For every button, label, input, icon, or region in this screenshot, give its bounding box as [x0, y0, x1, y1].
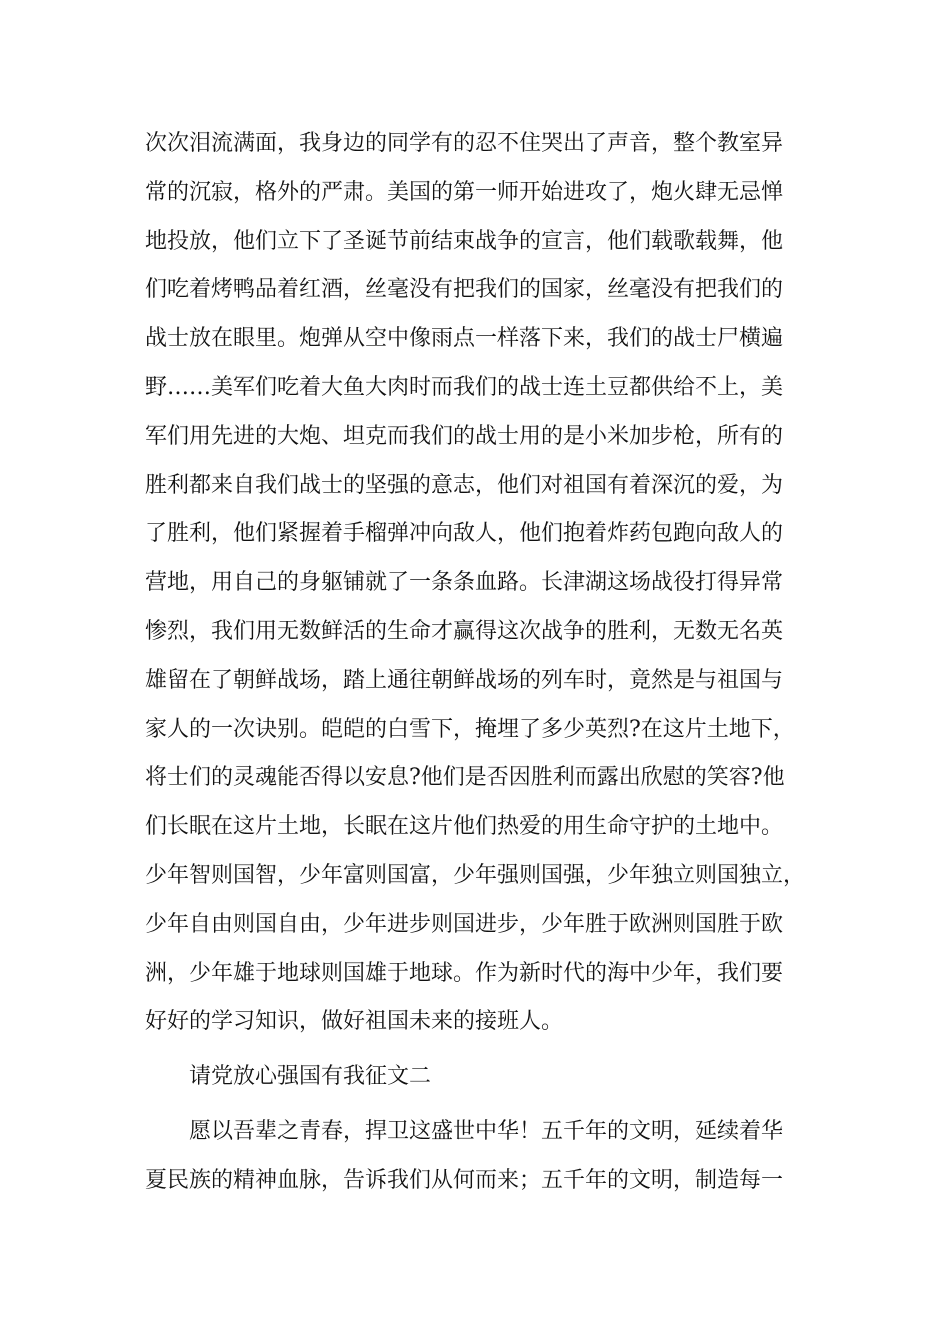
paragraph-line: 胜利都来自我们战士的坚强的意志，他们对祖国有着深沉的爱，为 [145, 472, 784, 498]
paragraph-line: 营地，用自己的身躯铺就了一条条血路。长津湖这场战役打得异常 [145, 570, 784, 596]
paragraph-line: 愿以吾辈之青春，捍卫这盛世中华！五千年的文明，延续着华 [189, 1118, 784, 1144]
paragraph-line: 战士放在眼里。炮弹从空中像雨点一样落下来，我们的战士尸横遍 [145, 326, 784, 352]
paragraph-line: 了胜利，他们紧握着手榴弹冲向敌人，他们抱着炸药包跑向敌人的 [145, 521, 784, 547]
paragraph-line: 地投放，他们立下了圣诞节前结束战争的宣言，他们载歌载舞，他 [145, 228, 784, 254]
paragraph-line: 好好的学习知识，做好祖国未来的接班人。 [145, 1009, 564, 1035]
paragraph-line: 次次泪流满面，我身边的同学有的忍不住哭出了声音，整个教室异 [145, 131, 784, 156]
paragraph-line: 洲，少年雄于地球则国雄于地球。作为新时代的海中少年，我们要 [145, 960, 784, 986]
paragraph-line: 雄留在了朝鲜战场，踏上通往朝鲜战场的列车时，竟然是与祖国与 [145, 667, 784, 693]
paragraph-line: 们长眠在这片土地，长眠在这片他们热爱的用生命守护的土地中。 [145, 814, 784, 840]
essay-body [145, 120, 825, 1206]
paragraph-line: 军们用先进的大炮、坦克而我们的战士用的是小米加步枪，所有的 [145, 423, 784, 449]
paragraph-line: 们吃着烤鸭品着红酒，丝毫没有把我们的国家，丝毫没有把我们的 [145, 277, 784, 303]
paragraph-line: 常的沉寂，格外的严肃。美国的第一师开始进攻了，炮火肆无忌惮 [145, 179, 784, 205]
paragraph-line: 将士们的灵魂能否得以安息?他们是否因胜利而露出欣慰的笑容?他 [145, 765, 785, 791]
paragraph-line: 夏民族的精神血脉，告诉我们从何而来；五千年的文明，制造每一 [145, 1167, 784, 1193]
paragraph-line: 少年智则国智，少年富则国富，少年强则国强，少年独立则国独立， [145, 862, 806, 888]
paragraph-line: 家人的一次诀别。皑皑的白雪下，掩埋了多少英烈?在这片土地下， [145, 716, 795, 742]
paragraph-line: 惨烈，我们用无数鲜活的生命才赢得这次战争的胜利，无数无名英 [145, 618, 784, 644]
paragraph-line: 野……美军们吃着大鱼大肉时而我们的战士连土豆都供给不上，美 [145, 374, 784, 400]
paragraph-line: 少年自由则国自由，少年进步则国进步，少年胜于欧洲则国胜于欧 [145, 911, 784, 937]
section-heading: 请党放心强国有我征文二 [189, 1064, 432, 1090]
